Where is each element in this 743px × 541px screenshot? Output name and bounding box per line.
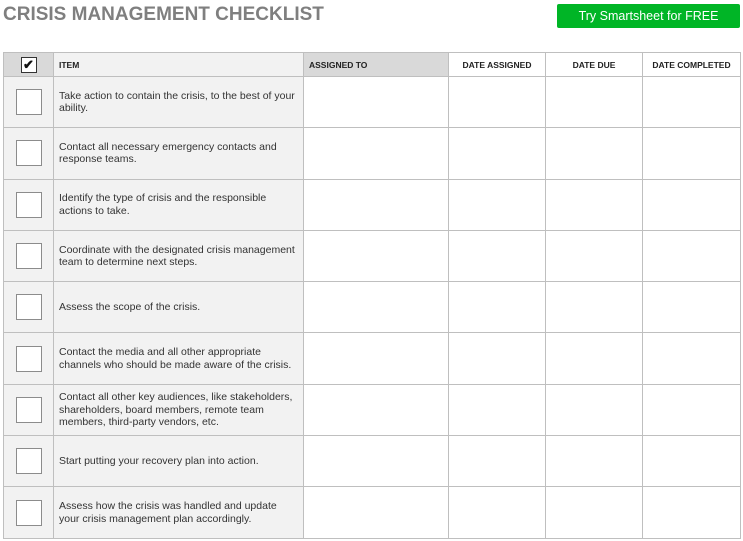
assigned-to-cell[interactable] [304, 230, 449, 281]
row-checkbox[interactable] [16, 500, 42, 526]
row-checkbox[interactable] [16, 397, 42, 423]
row-checkbox-cell [4, 487, 54, 538]
date-due-cell[interactable] [546, 333, 643, 384]
date-due-cell[interactable] [546, 487, 643, 538]
item-cell: Contact the media and all other appropriate channels who should be made aware of the crisis. [54, 333, 304, 384]
item-cell: Assess how the crisis was handled and update your crisis management plan accordingly. [54, 487, 304, 538]
date-completed-cell[interactable] [643, 436, 741, 487]
row-checkbox-cell [4, 384, 54, 435]
page-title: CRISIS MANAGEMENT CHECKLIST [3, 4, 324, 25]
assigned-to-cell[interactable] [304, 179, 449, 230]
row-checkbox-cell [4, 179, 54, 230]
row-checkbox[interactable] [16, 346, 42, 372]
row-checkbox[interactable] [16, 89, 42, 115]
row-checkbox-cell [4, 128, 54, 179]
date-due-cell[interactable] [546, 282, 643, 333]
date-completed-cell[interactable] [643, 384, 741, 435]
header-row [4, 53, 741, 77]
column-header-date-due: DATE DUE [546, 53, 643, 77]
date-assigned-cell[interactable] [449, 179, 546, 230]
row-checkbox[interactable] [16, 243, 42, 269]
column-header-date-assigned: DATE ASSIGNED [449, 53, 546, 77]
date-completed-cell[interactable] [643, 179, 741, 230]
date-assigned-cell[interactable] [449, 333, 546, 384]
date-assigned-cell[interactable] [449, 384, 546, 435]
table-row [4, 384, 741, 435]
try-smartsheet-button[interactable]: Try Smartsheet for FREE [557, 4, 740, 28]
item-cell: Contact all other key audiences, like stakeholders, shareholders, board members, remote team members, third-party vendors, etc. [54, 384, 304, 435]
checkmark-icon: ✔ [21, 57, 37, 73]
row-checkbox-cell [4, 230, 54, 281]
table-row [4, 128, 741, 179]
row-checkbox-cell [4, 333, 54, 384]
date-completed-cell[interactable] [643, 333, 741, 384]
assigned-to-cell[interactable] [304, 487, 449, 538]
assigned-to-cell[interactable] [304, 128, 449, 179]
date-assigned-cell[interactable] [449, 282, 546, 333]
table-row [4, 179, 741, 230]
checklist-table [3, 52, 741, 539]
item-cell: Start putting your recovery plan into action. [54, 436, 304, 487]
date-completed-cell[interactable] [643, 282, 741, 333]
column-header-assigned-to: ASSIGNED TO [304, 53, 449, 77]
row-checkbox[interactable] [16, 192, 42, 218]
assigned-to-cell[interactable] [304, 384, 449, 435]
date-due-cell[interactable] [546, 230, 643, 281]
table-row [4, 230, 741, 281]
date-due-cell[interactable] [546, 436, 643, 487]
date-assigned-cell[interactable] [449, 230, 546, 281]
table-row [4, 77, 741, 128]
table-row [4, 333, 741, 384]
assigned-to-cell[interactable] [304, 77, 449, 128]
row-checkbox-cell [4, 77, 54, 128]
date-completed-cell[interactable] [643, 230, 741, 281]
date-due-cell[interactable] [546, 179, 643, 230]
item-cell: Take action to contain the crisis, to the best of your ability. [54, 77, 304, 128]
date-completed-cell[interactable] [643, 487, 741, 538]
date-due-cell[interactable] [546, 384, 643, 435]
column-header-check [4, 53, 54, 77]
row-checkbox[interactable] [16, 294, 42, 320]
date-due-cell[interactable] [546, 77, 643, 128]
table-row [4, 282, 741, 333]
date-assigned-cell[interactable] [449, 128, 546, 179]
table-row [4, 436, 741, 487]
assigned-to-cell[interactable] [304, 282, 449, 333]
item-cell: Contact all necessary emergency contacts and response teams. [54, 128, 304, 179]
row-checkbox[interactable] [16, 140, 42, 166]
assigned-to-cell[interactable] [304, 436, 449, 487]
date-due-cell[interactable] [546, 128, 643, 179]
date-completed-cell[interactable] [643, 128, 741, 179]
assigned-to-cell[interactable] [304, 333, 449, 384]
row-checkbox[interactable] [16, 448, 42, 474]
date-assigned-cell[interactable] [449, 487, 546, 538]
column-header-item: ITEM [54, 53, 304, 77]
column-header-date-completed: DATE COMPLETED [643, 53, 741, 77]
row-checkbox-cell [4, 436, 54, 487]
item-cell: Coordinate with the designated crisis management team to determine next steps. [54, 230, 304, 281]
table-row [4, 487, 741, 538]
row-checkbox-cell [4, 282, 54, 333]
date-completed-cell[interactable] [643, 77, 741, 128]
item-cell: Assess the scope of the crisis. [54, 282, 304, 333]
item-cell: Identify the type of crisis and the responsible actions to take. [54, 179, 304, 230]
date-assigned-cell[interactable] [449, 77, 546, 128]
date-assigned-cell[interactable] [449, 436, 546, 487]
